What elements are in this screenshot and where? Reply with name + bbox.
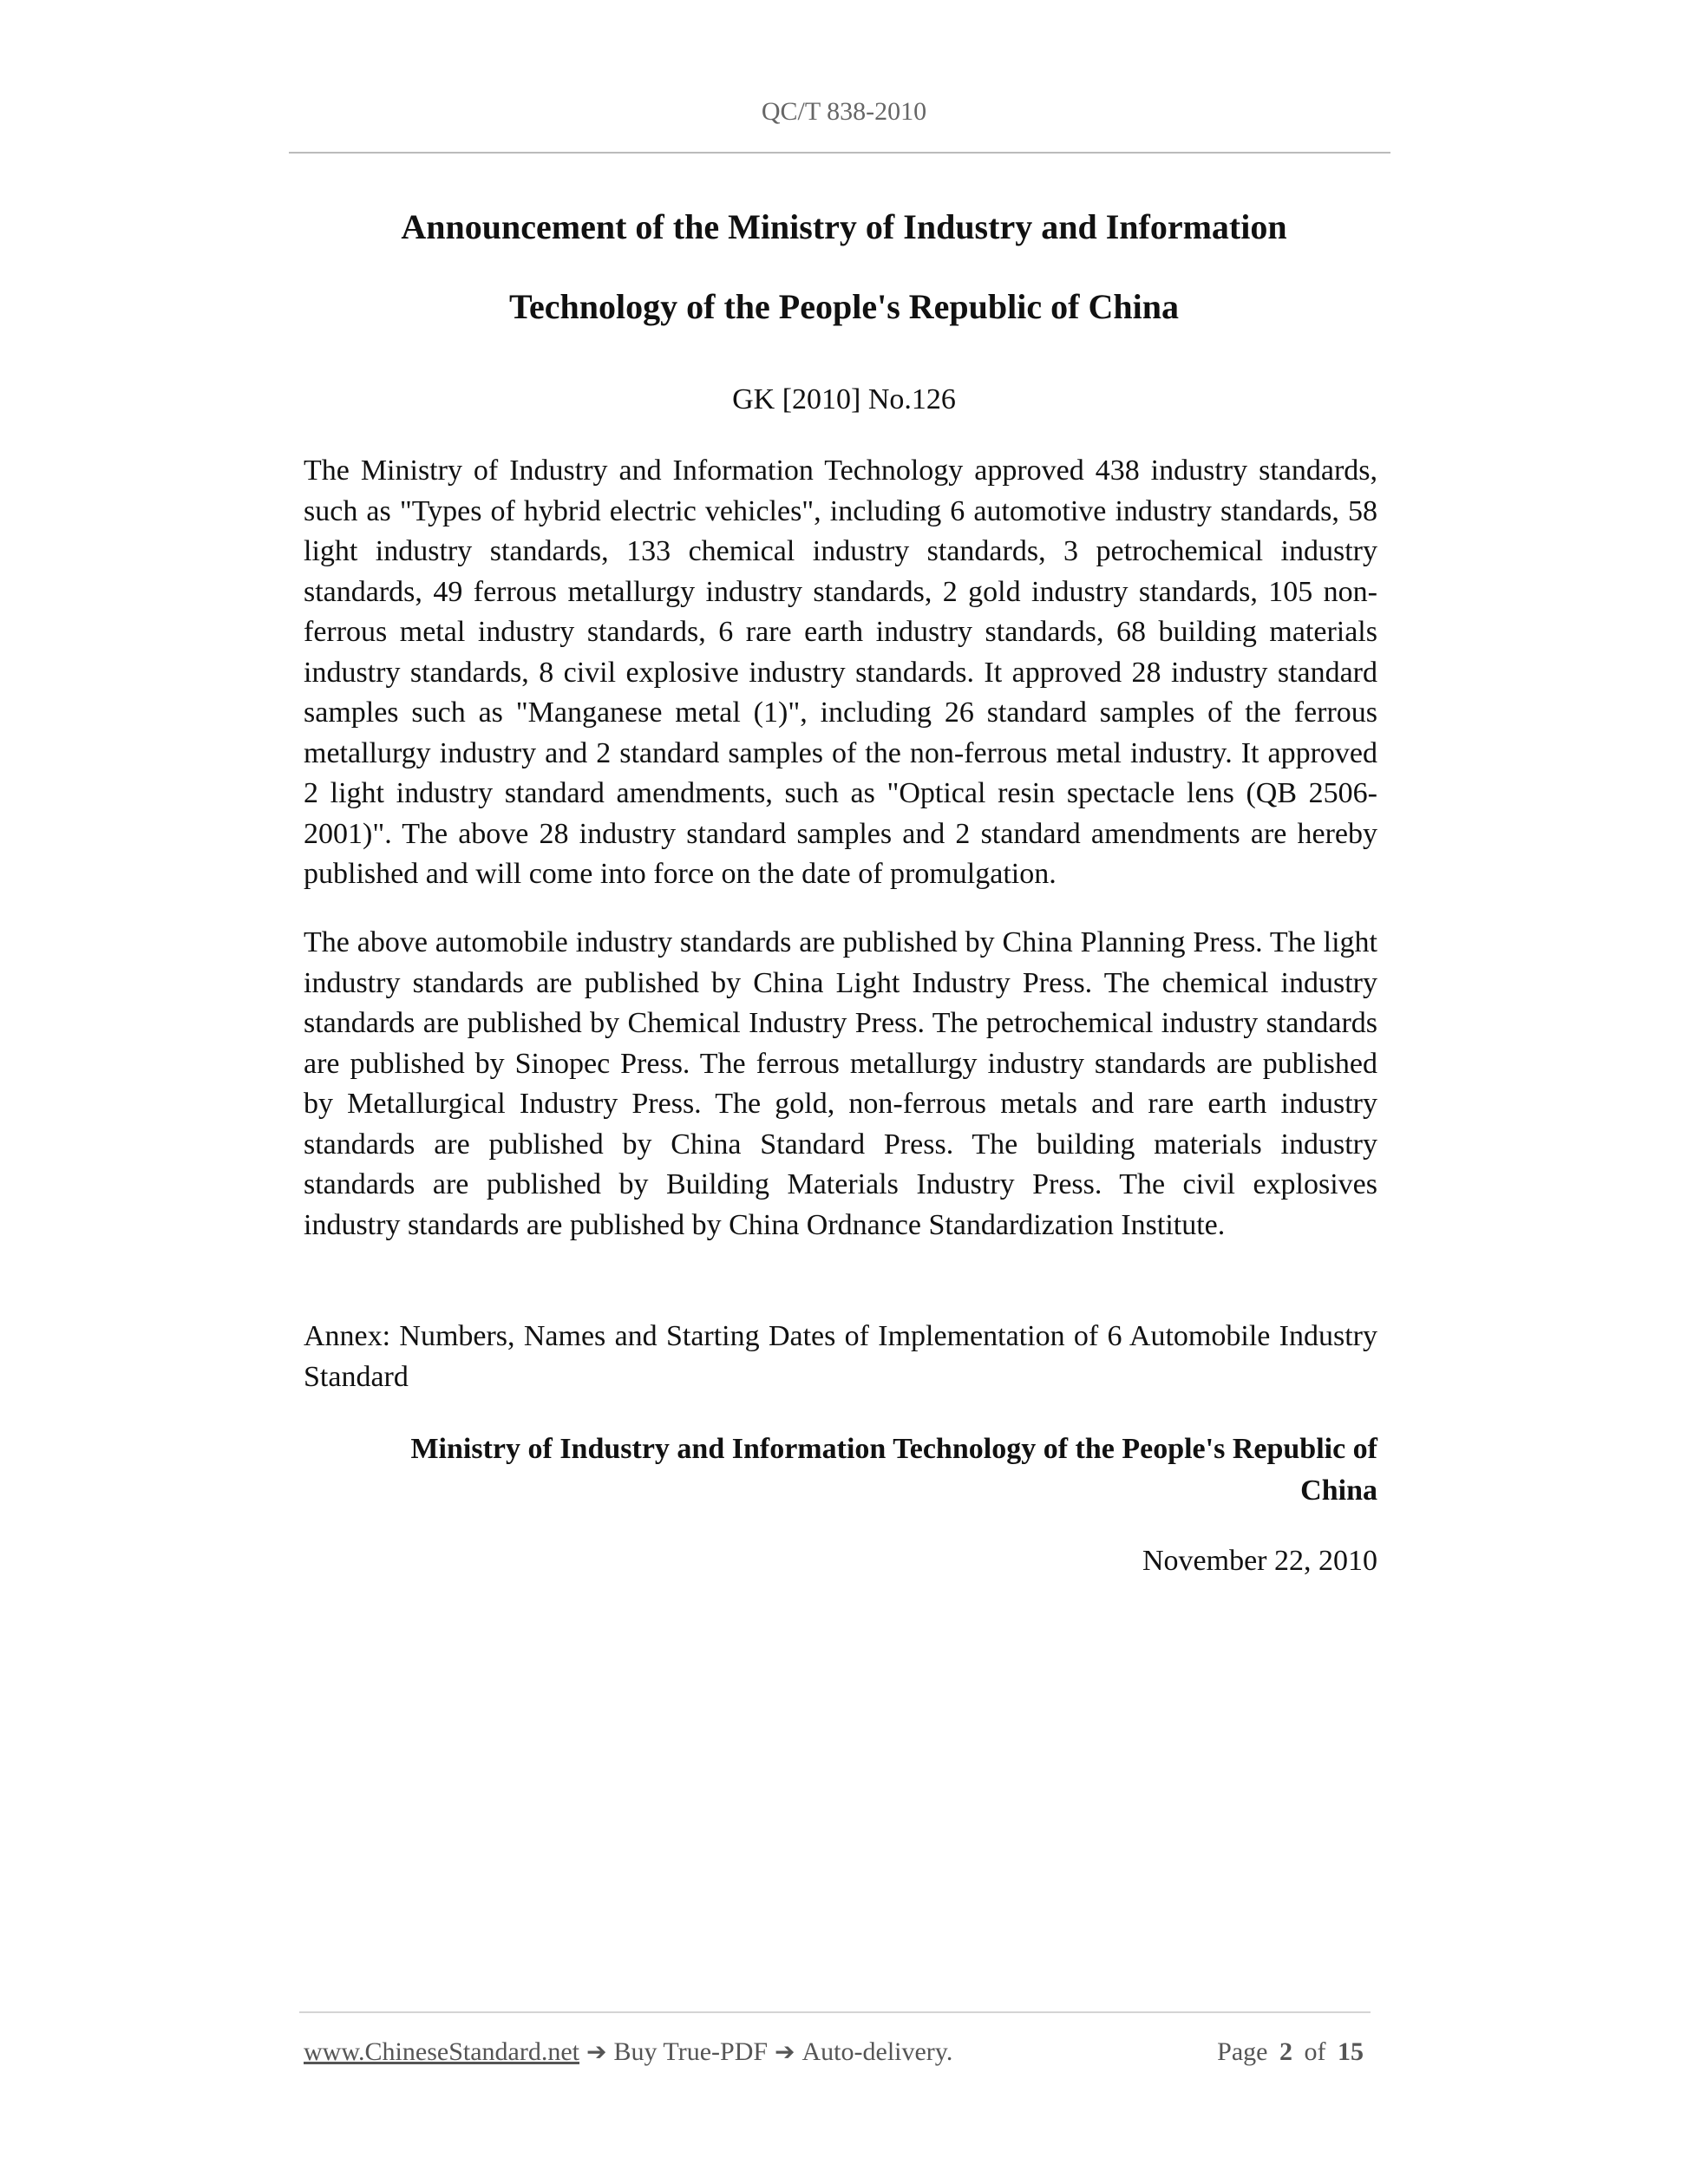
body-paragraph-annex: Annex: Numbers, Names and Starting Dates of Implementation of 6 Automobile Industry Standard — [304, 1320, 1377, 1393]
page-footer — [304, 2033, 1369, 2071]
document-number: GK [2010] No.126 — [732, 383, 956, 415]
body-paragraph-publishers: The above automobile industry standards are published by China Planning Press. The light industry standards are published by China Light Industry Press. The chemical industry standards are published by Chemical Industry Press. The petrochemical industry standards are published by Sinopec Press. The ferrous metallurgy industry standards are published by Metallurgical Industry Press. The gold, non-ferrous metals and rare earth industry standards are published by China Standard Press. The building materials industry standards are published by Building Materials Industry Press. The civil explosives industry standards are published by China Ordnance Standardization Institute. — [304, 926, 1377, 1241]
signature-block — [304, 1429, 1377, 1512]
page-of-label: of — [1304, 2037, 1326, 2066]
arrow-right-icon: ➔ — [586, 2037, 607, 2066]
body-paragraph-approval: The Ministry of Industry and Information Technology approved 438 industry standards, such as "Types of hybrid electric vehicles", including 6 automotive industry standards, 58 light industry standards, 133 chemical industry standards, 3 petrochemical industry standards, 49 ferrous metallurgy industry standards, 2 gold industry standards, 105 non-ferrous metal industry standards, 6 rare earth industry standards, 68 building materials industry standards, 8 civil explosive industry standards. It approved 28 industry standard samples such as "Manganese metal (1)", including 26 standard samples of the ferrous metallurgy industry and 2 standard samples of the non-ferrous metal industry. It approved 2 light industry standard amendments, such as "Optical resin spectacle lens (QB 2506-2001)". The above 28 industry standard samples and 2 standard amendments are hereby published and will come into force on the date of promulgation. — [304, 454, 1377, 890]
announcement-title-line-2: Technology of the People's Republic of China — [509, 287, 1179, 326]
footer-buy-true-pdf: Buy True-PDF — [613, 2037, 769, 2066]
footer-purchase-info — [304, 2033, 952, 2071]
footer-divider — [299, 2011, 1371, 2013]
page-indicator — [1217, 2033, 1369, 2071]
issue-date: November 22, 2010 — [1142, 1545, 1377, 1577]
arrow-right-icon: ➔ — [775, 2037, 795, 2066]
chinesestandard-link[interactable]: www.ChineseStandard.net — [304, 2037, 579, 2066]
page-label: Page — [1217, 2037, 1268, 2066]
page-total-number: 15 — [1338, 2037, 1364, 2066]
page-header-standard-code: QC/T 838-2010 — [761, 97, 927, 126]
signature-line-1: Ministry of Industry and Information Technology of the People's Republic of — [410, 1433, 1377, 1465]
header-divider — [289, 152, 1390, 154]
page-current-number: 2 — [1279, 2037, 1292, 2066]
footer-auto-delivery: Auto-delivery. — [801, 2037, 953, 2066]
announcement-title-line-1: Announcement of the Ministry of Industry and Information — [401, 207, 1287, 246]
signature-line-2: China — [1300, 1475, 1377, 1507]
